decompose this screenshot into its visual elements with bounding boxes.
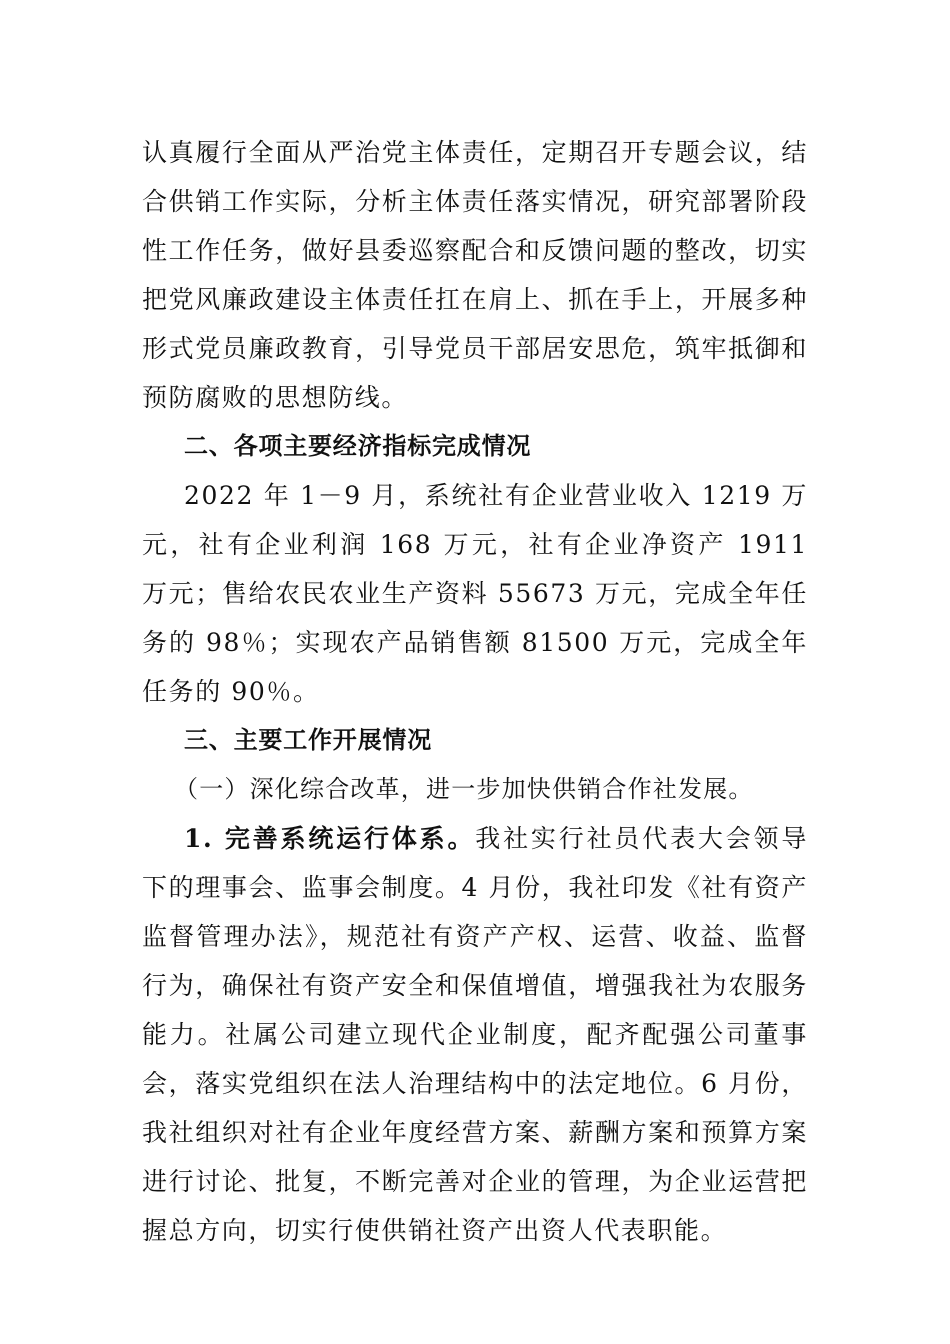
heading-main-work: 三、主要工作开展情况 [184, 726, 432, 754]
paragraph-operating-system [142, 814, 808, 1255]
paragraph-economic-figures: 2022 年 1－9 月，系统社有企业营业收入 1219 万元，社有企业利润 168 万元，社有企业净资产 1911 万元；售给农民农业生产资料 55673 万元，完成全年任务的 98％；实现农产品销售额 81500 万元，完成全年任务的 90％。 [142, 481, 808, 706]
item-body-text: 我社实行社员代表大会领导下的理事会、监事会制度。4 月份，我社印发《社有资产监督管理办法》，规范社有资产产权、运营、收益、监督行为，确保社有资产安全和保值增值，增强我社为农服务能力。社属公司建立现代企业制度，配齐配强公司董事会，落实党组织在法人治理结构中的法定地位。6 月份，我社组织对社有企业年度经营方案、薪酬方案和预算方案进行讨论、批复，不断完善对企业的管理，为企业运营把握总方向，切实行使供销社资产出资人代表职能。 [142, 824, 808, 1245]
document-body [142, 128, 808, 1255]
item-lead-title: 1. 完善系统运行体系。 [184, 824, 476, 853]
subheading-deepen-reform: （一）深化综合改革，进一步加快供销合作社发展。 [174, 775, 754, 803]
heading-economic-indicators: 二、各项主要经济指标完成情况 [184, 432, 532, 460]
paragraph-party-responsibility: 认真履行全面从严治党主体责任，定期召开专题会议，结合供销工作实际，分析主体责任落实情况，研究部署阶段性工作任务，做好县委巡察配合和反馈问题的整改，切实把党风廉政建设主体责任扛在肩上、抓在手上，开展多种形式党员廉政教育，引导党员干部居安思危，筑牢抵御和预防腐败的思想防线。 [142, 138, 808, 412]
